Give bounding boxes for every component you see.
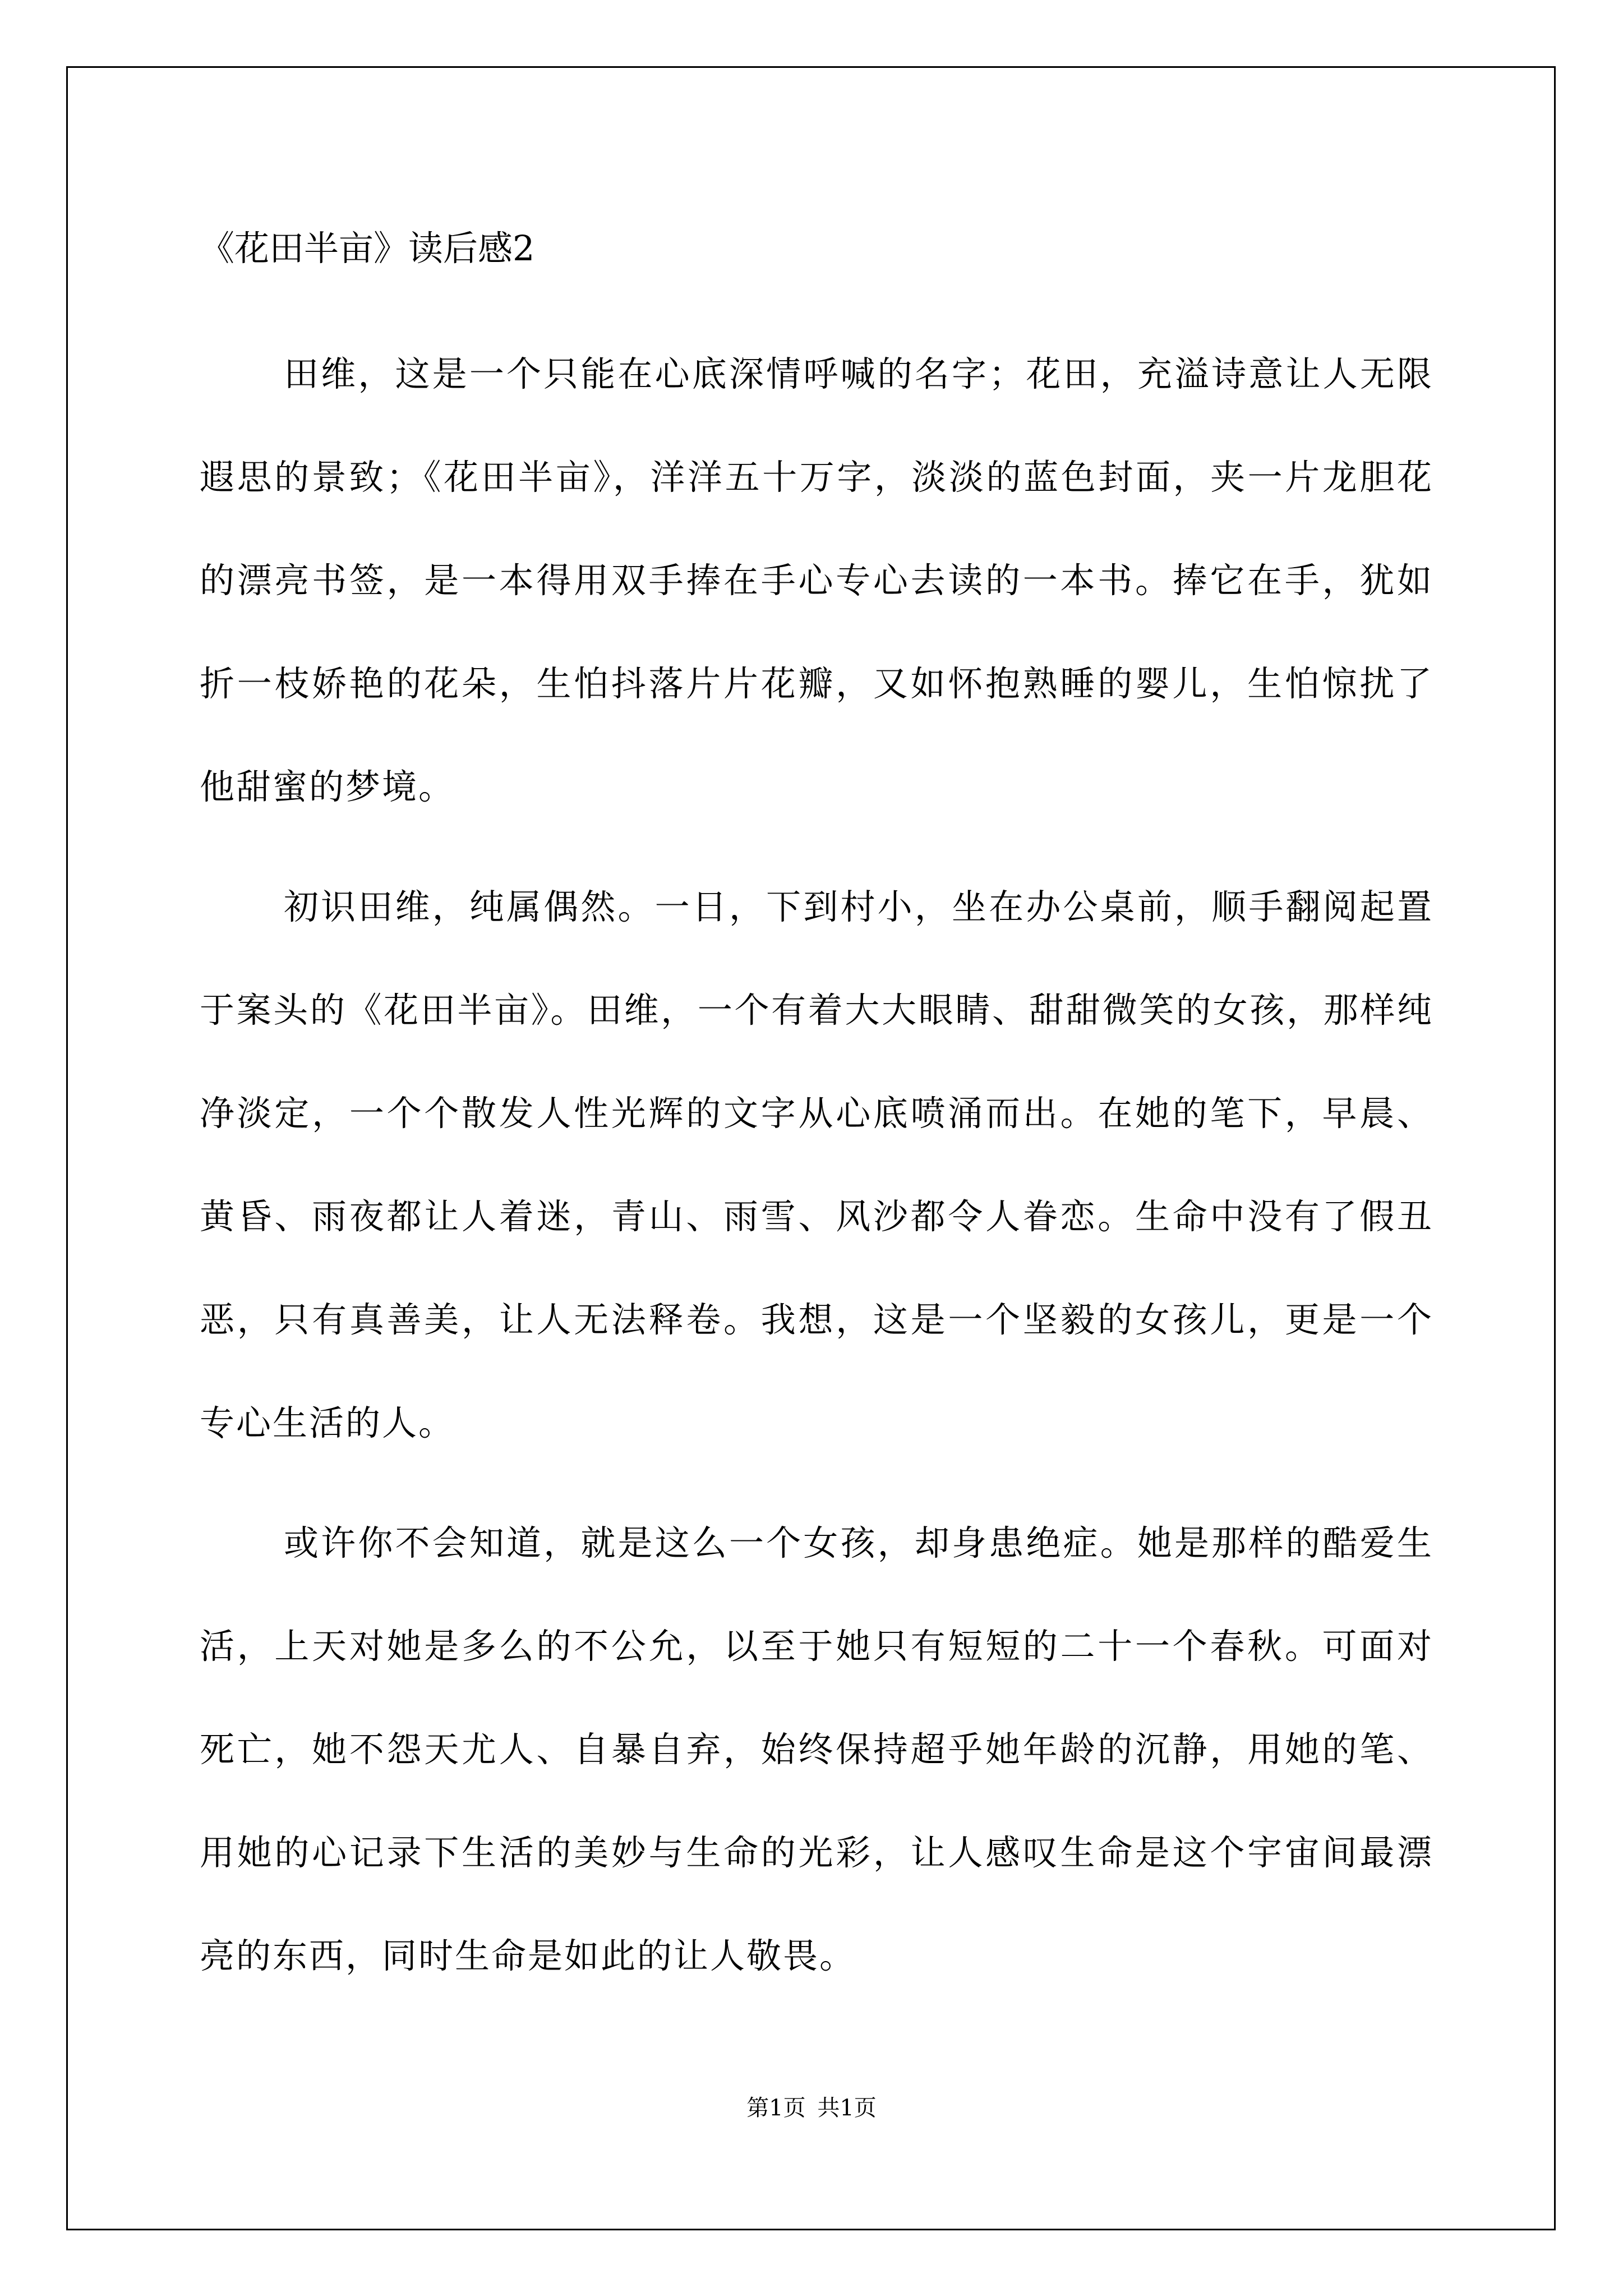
page-total: 共1页 xyxy=(817,2095,877,2121)
paragraph-2: 初识田维，纯属偶然。一日，下到村小，坐在办公桌前，顺手翻阅起置于案头的《花田半亩》。田维，一个有着大大眼睛、甜甜微笑的女孩，那样纯净淡定，一个个散发人性光辉的文字从心底喷涌而出。在她的笔下，早晨、黄昏、雨夜都让人着迷，青山、雨雪、风沙都令人眷恋。生命中没有了假丑恶，只有真善美，让人无法释卷。我想，这是一个坚毅的女孩儿，更是一个专心生活的人。 xyxy=(200,886,1433,1443)
page-footer xyxy=(0,2091,1623,2125)
page-number: 第1页 xyxy=(746,2095,806,2121)
paragraph-1: 田维，这是一个只能在心底深情呼喊的名字；花田，充溢诗意让人无限遐思的景致；《花田半亩》，洋洋五十万字，淡淡的蓝色封面，夹一片龙胆花的漂亮书签，是一本得用双手捧在手心专心去读的一本书。捧它在手，犹如折一枝娇艳的花朵，生怕抖落片片花瓣，又如怀抱熟睡的婴儿，生怕惊扰了他甜蜜的梦境。 xyxy=(200,353,1433,807)
document-title: 《花田半亩》读后感2 xyxy=(200,228,535,269)
document-body xyxy=(200,323,1433,2024)
paragraph-3: 或许你不会知道，就是这么一个女孩，却身患绝症。她是那样的酷爱生活，上天对她是多么的不公允，以至于她只有短短的二十一个春秋。可面对死亡，她不怨天尤人、自暴自弃，始终保持超乎她年龄的沉静，用她的笔、用她的心记录下生活的美妙与生命的光彩，让人感叹生命是这个宇宙间最漂亮的东西，同时生命是如此的让人敬畏。 xyxy=(200,1522,1433,1976)
